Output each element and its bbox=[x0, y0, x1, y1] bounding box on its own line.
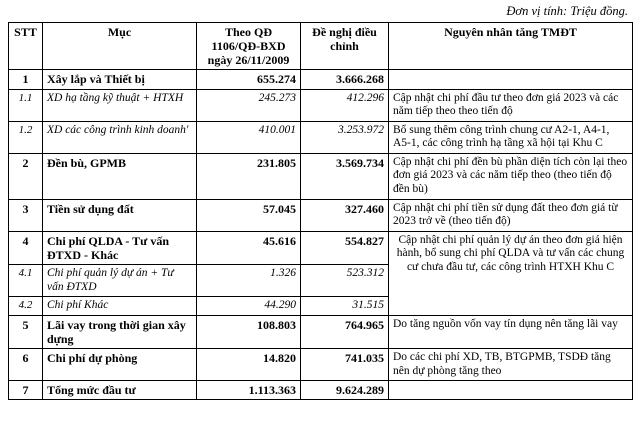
unit-of-measure-note: Đơn vị tính: Triệu đồng. bbox=[506, 4, 628, 18]
cell-muc: Đền bù, GPMB bbox=[43, 153, 197, 199]
cell-nguyen-nhan: Cập nhật chi phí tiền sử dụng đất theo đơn giá từ 2023 trở về (theo tiến độ) bbox=[389, 199, 633, 231]
cell-theo-qd: 245.273 bbox=[197, 89, 301, 121]
cell-stt: 7 bbox=[9, 381, 43, 400]
table-row bbox=[9, 89, 633, 121]
cell-nguyen-nhan: Bổ sung thêm công trình chung cư A2-1, A4-1, A5-1, các công trình hạ tầng xã hội tại Khu C bbox=[389, 121, 633, 153]
table-header-row bbox=[9, 23, 633, 70]
cell-theo-qd: 1.113.363 bbox=[197, 381, 301, 400]
cell-muc: XD hạ tầng kỹ thuật + HTXH bbox=[43, 89, 197, 121]
cell-stt: 4.1 bbox=[9, 265, 43, 297]
cell-theo-qd: 14.820 bbox=[197, 349, 301, 381]
cell-stt: 1.2 bbox=[9, 121, 43, 153]
table-row bbox=[9, 315, 633, 348]
table-row bbox=[9, 199, 633, 231]
cell-theo-qd: 45.616 bbox=[197, 231, 301, 264]
table-row bbox=[9, 349, 633, 381]
cell-stt: 2 bbox=[9, 153, 43, 199]
cell-muc: Xây lắp và Thiết bị bbox=[43, 70, 197, 89]
cell-de-nghi-dieu-chinh: 3.569.734 bbox=[301, 153, 389, 199]
cell-de-nghi-dieu-chinh: 741.035 bbox=[301, 349, 389, 381]
cell-muc: Chi phí QLDA - Tư vấn ĐTXD - Khác bbox=[43, 231, 197, 264]
cell-nguyen-nhan bbox=[389, 381, 633, 400]
column-header-nguyen-nhan: Nguyên nhân tăng TMĐT bbox=[389, 23, 633, 70]
cell-muc: Tiền sử dụng đất bbox=[43, 199, 197, 231]
cell-de-nghi-dieu-chinh: 523.312 bbox=[301, 265, 389, 297]
cell-de-nghi-dieu-chinh: 3.253.972 bbox=[301, 121, 389, 153]
cell-muc: XD các công trình kinh doanh' bbox=[43, 121, 197, 153]
column-header-stt: STT bbox=[9, 23, 43, 70]
cell-theo-qd: 1.326 bbox=[197, 265, 301, 297]
cell-de-nghi-dieu-chinh: 554.827 bbox=[301, 231, 389, 264]
cell-de-nghi-dieu-chinh: 3.666.268 bbox=[301, 70, 389, 89]
table-body bbox=[9, 70, 633, 400]
cell-de-nghi-dieu-chinh: 764.965 bbox=[301, 315, 389, 348]
table-header bbox=[9, 23, 633, 70]
cell-nguyen-nhan: Do các chi phí XD, TB, BTGPMB, TSDĐ tăng nên dự phòng tăng theo bbox=[389, 349, 633, 381]
column-header-theo-qd: Theo QĐ 1106/QĐ-BXD ngày 26/11/2009 bbox=[197, 23, 301, 70]
investment-adjustment-table bbox=[8, 22, 633, 400]
table-row bbox=[9, 231, 633, 264]
cell-muc: Chi phí dự phòng bbox=[43, 349, 197, 381]
cell-stt: 4 bbox=[9, 231, 43, 264]
cell-theo-qd: 57.045 bbox=[197, 199, 301, 231]
table-row bbox=[9, 381, 633, 400]
cell-nguyen-nhan: Cập nhật chi phí quản lý dự án theo đơn giá hiện hành, bổ sung chi phí QLDA và tư vấn các chung cư chưa đầu tư, các công trình HTXH Khu C bbox=[389, 231, 633, 315]
cell-nguyen-nhan: Do tăng nguồn vốn vay tín dụng nên tăng lãi vay bbox=[389, 315, 633, 348]
table-row bbox=[9, 70, 633, 89]
cell-nguyen-nhan: Cập nhật chi phí đầu tư theo đơn giá 2023 và các năm tiếp theo theo tiến độ bbox=[389, 89, 633, 121]
cell-de-nghi-dieu-chinh: 9.624.289 bbox=[301, 381, 389, 400]
cell-stt: 3 bbox=[9, 199, 43, 231]
cell-stt: 4.2 bbox=[9, 297, 43, 316]
cell-muc: Lãi vay trong thời gian xây dựng bbox=[43, 315, 197, 348]
table-row bbox=[9, 121, 633, 153]
cell-de-nghi-dieu-chinh: 412.296 bbox=[301, 89, 389, 121]
column-header-de-nghi-dieu-chinh: Đề nghị điều chỉnh bbox=[301, 23, 389, 70]
cell-stt: 5 bbox=[9, 315, 43, 348]
cell-stt: 6 bbox=[9, 349, 43, 381]
cell-de-nghi-dieu-chinh: 327.460 bbox=[301, 199, 389, 231]
cell-theo-qd: 410.001 bbox=[197, 121, 301, 153]
cell-nguyen-nhan bbox=[389, 70, 633, 89]
cell-muc: Tổng mức đầu tư bbox=[43, 381, 197, 400]
table-row bbox=[9, 153, 633, 199]
cell-muc: Chi phí Khác bbox=[43, 297, 197, 316]
column-header-muc: Mục bbox=[43, 23, 197, 70]
cell-theo-qd: 231.805 bbox=[197, 153, 301, 199]
cell-stt: 1 bbox=[9, 70, 43, 89]
cell-stt: 1.1 bbox=[9, 89, 43, 121]
cell-muc: Chi phí quản lý dự án + Tư vấn ĐTXD bbox=[43, 265, 197, 297]
cell-theo-qd: 108.803 bbox=[197, 315, 301, 348]
cell-theo-qd: 655.274 bbox=[197, 70, 301, 89]
cell-de-nghi-dieu-chinh: 31.515 bbox=[301, 297, 389, 316]
cell-nguyen-nhan: Cập nhật chi phí đền bù phần diện tích còn lại theo đơn giá 2023 và các năm tiếp theo (theo tiến độ đền bù) bbox=[389, 153, 633, 199]
cell-theo-qd: 44.290 bbox=[197, 297, 301, 316]
